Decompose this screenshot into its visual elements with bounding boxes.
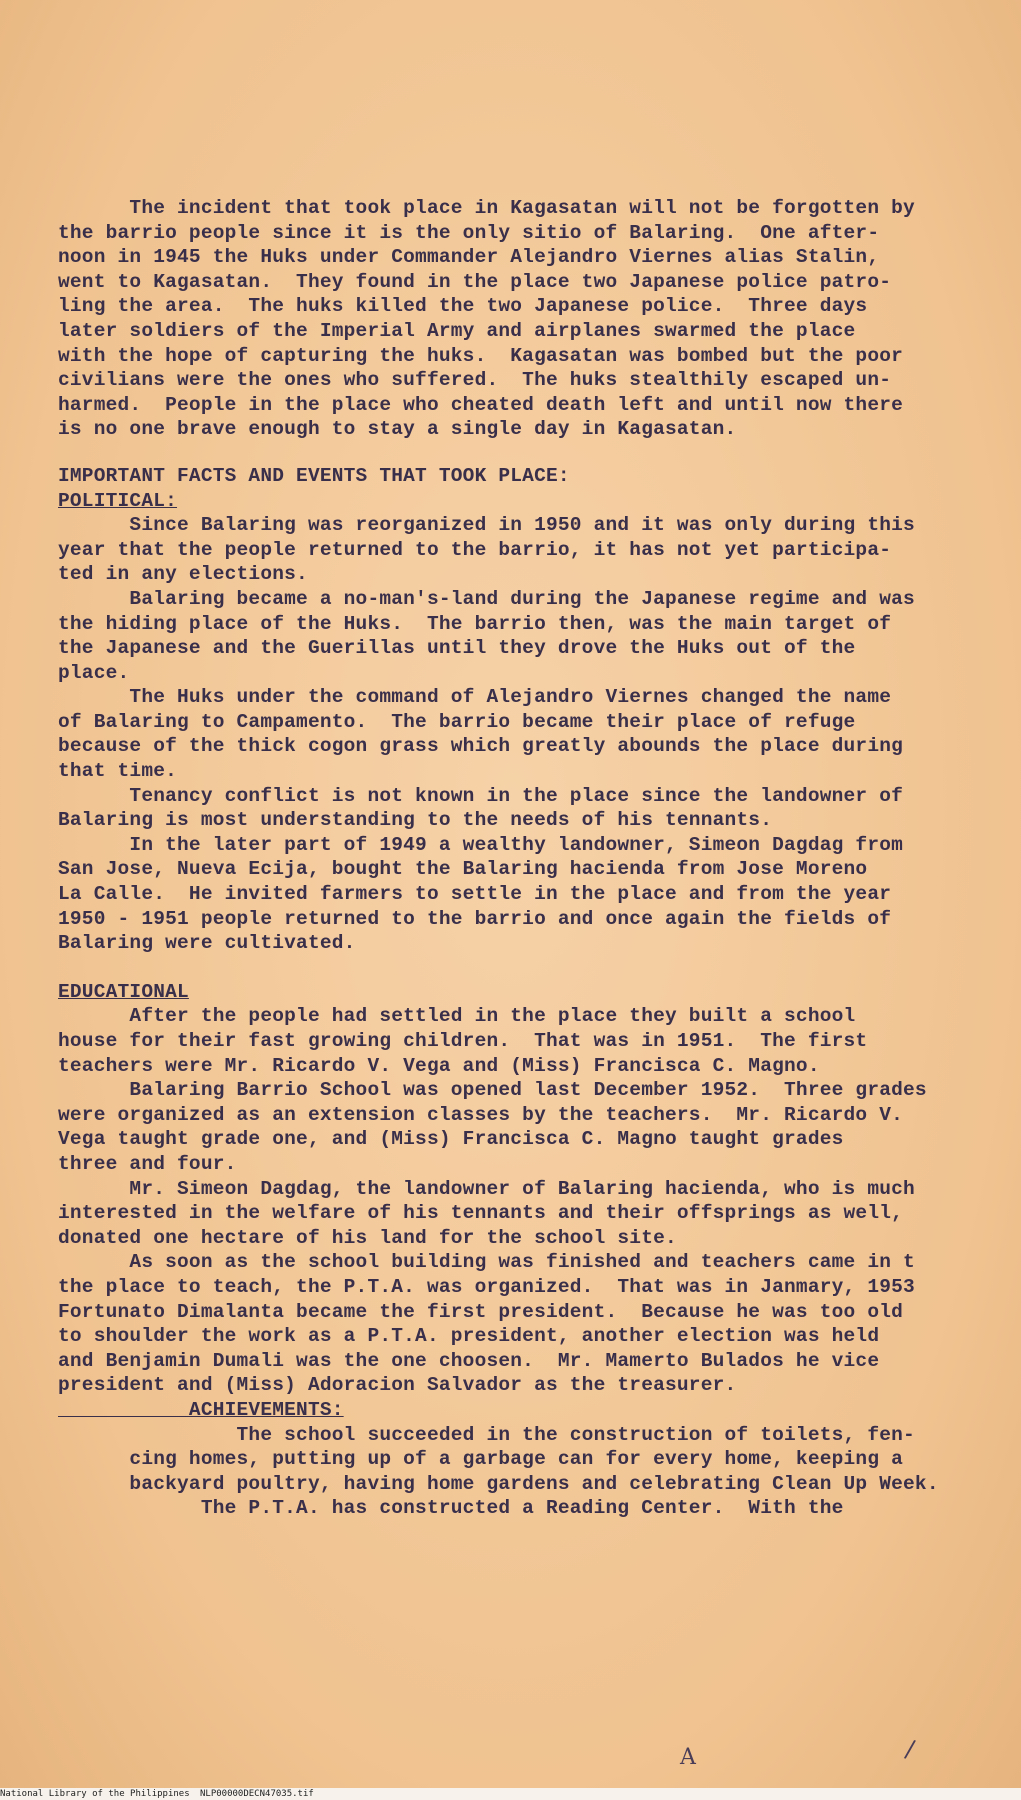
file-id: NLP00000DECN47035.tif [200,1789,314,1799]
text-line: cing homes, putting up of a garbage can for every home, keeping a [58,1448,904,1471]
text-line: In the later part of 1949 a wealthy landowner, Simeon Dagdag from [58,833,904,856]
text-line: Since Balaring was reorganized in 1950 and it was only during this [58,514,915,537]
text-line: went to Kagasatan. They found in the place two Japanese police patro- [58,270,892,293]
handwritten-slash: / [903,1734,917,1764]
text-line: Tenancy conflict is not known in the place since the landowner of [58,784,904,807]
political-heading: POLITICAL: [58,489,178,512]
text-line: later soldiers of the Imperial Army and airplanes swarmed the place [58,319,856,342]
text-line: civilians were the ones who suffered. The huks stealthily escaped un- [58,369,892,392]
text-line: San Jose, Nueva Ecija, bought the Balaring hacienda from Jose Moreno [58,858,868,881]
text-line: the hiding place of the Huks. The barrio then, was the main target of [58,612,892,635]
handwritten-initial: A [680,1745,696,1770]
text-line: Vega taught grade one, and (Miss) Francisca C. Magno taught grades [58,1128,844,1151]
achievements-section [58,1423,998,1521]
text-line: Balaring is most understanding to the needs of his tennants. [58,809,773,832]
text-line: because of the thick cogon grass which greatly abounds the place during [58,735,904,758]
document-body [58,196,998,1521]
text-line: Balaring became a no-man's-land during the Japanese regime and was [58,587,915,610]
text-line: interested in the welfare of his tennants and their offsprings as well, [58,1202,904,1225]
text-line: to shoulder the work as a P.T.A. president, another election was held [58,1325,880,1348]
text-line: year that the people returned to the barrio, it has not yet participa- [58,538,892,561]
text-line: the Japanese and the Guerillas until they drove the Huks out of the [58,637,856,660]
text-line: Mr. Simeon Dagdag, the landowner of Balaring hacienda, who is much [58,1177,915,1200]
text-line: is no one brave enough to stay a single day in Kagasatan. [58,418,737,441]
text-line: ling the area. The huks killed the two Japanese police. Three days [58,295,868,318]
text-line: Balaring were cultivated. [58,932,356,955]
text-line: house for their fast growing children. That was in 1951. The first [58,1030,868,1052]
achievements-heading: ACHIEVEMENTS: [58,1398,344,1421]
text-line: The P.T.A. has constructed a Reading Center. With the [58,1497,844,1520]
text-line: Balaring Barrio School was opened last December 1952. Three grades [58,1079,927,1102]
intro-paragraph [58,196,998,442]
text-line: backyard poultry, having home gardens and celebrating Clean Up Week. [58,1472,939,1495]
text-line: of Balaring to Campamento. The barrio became their place of refuge [58,710,856,733]
text-line: ted in any elections. [58,563,308,586]
text-line: donated one hectare of his land for the school site. [58,1226,677,1249]
library-name: National Library of the Philippines [0,1789,190,1799]
text-line: The school succeeded in the construction of toilets, fen- [58,1423,915,1446]
text-line: harmed. People in the place who cheated death left and until now there [58,393,904,416]
text-line: three and four. [58,1152,237,1175]
educational-section [58,1004,998,1398]
text-line: were organized as an extension classes by the teachers. Mr. Ricardo V. [58,1103,904,1126]
text-line: The Huks under the command of Alejandro Viernes changed the name [58,686,892,709]
text-line: that time. [58,760,178,783]
text-line: place. [58,661,130,684]
scan-footer [0,1788,1021,1800]
text-line: The incident that took place in Kagasatan will not be forgotten by [58,197,915,219]
facts-heading: IMPORTANT FACTS AND EVENTS THAT TOOK PLACE: [58,464,570,487]
political-section [58,513,998,956]
text-line: After the people had settled in the place they built a school [58,1005,856,1028]
text-line: the barrio people since it is the only sitio of Balaring. One after- [58,221,880,244]
text-line: Fortunato Dimalanta became the first president. Because he was too old [58,1300,904,1323]
text-line: 1950 - 1951 people returned to the barrio and once again the fields of [58,907,892,930]
text-line: and Benjamin Dumali was the one choosen. Mr. Mamerto Bulados he vice [58,1349,880,1372]
text-line: As soon as the school building was finished and teachers came in t [58,1251,915,1274]
educational-heading: EDUCATIONAL [58,980,189,1003]
text-line: La Calle. He invited farmers to settle in the place and from the year [58,883,892,906]
text-line: teachers were Mr. Ricardo V. Vega and (Miss) Francisca C. Magno. [58,1054,820,1077]
text-line: the place to teach, the P.T.A. was organized. That was in Janmary, 1953 [58,1275,915,1298]
text-line: president and (Miss) Adoracion Salvador as the treasurer. [58,1374,737,1397]
text-line: with the hope of capturing the huks. Kagasatan was bombed but the poor [58,344,904,367]
text-line: noon in 1945 the Huks under Commander Alejandro Viernes alias Stalin, [58,246,880,269]
